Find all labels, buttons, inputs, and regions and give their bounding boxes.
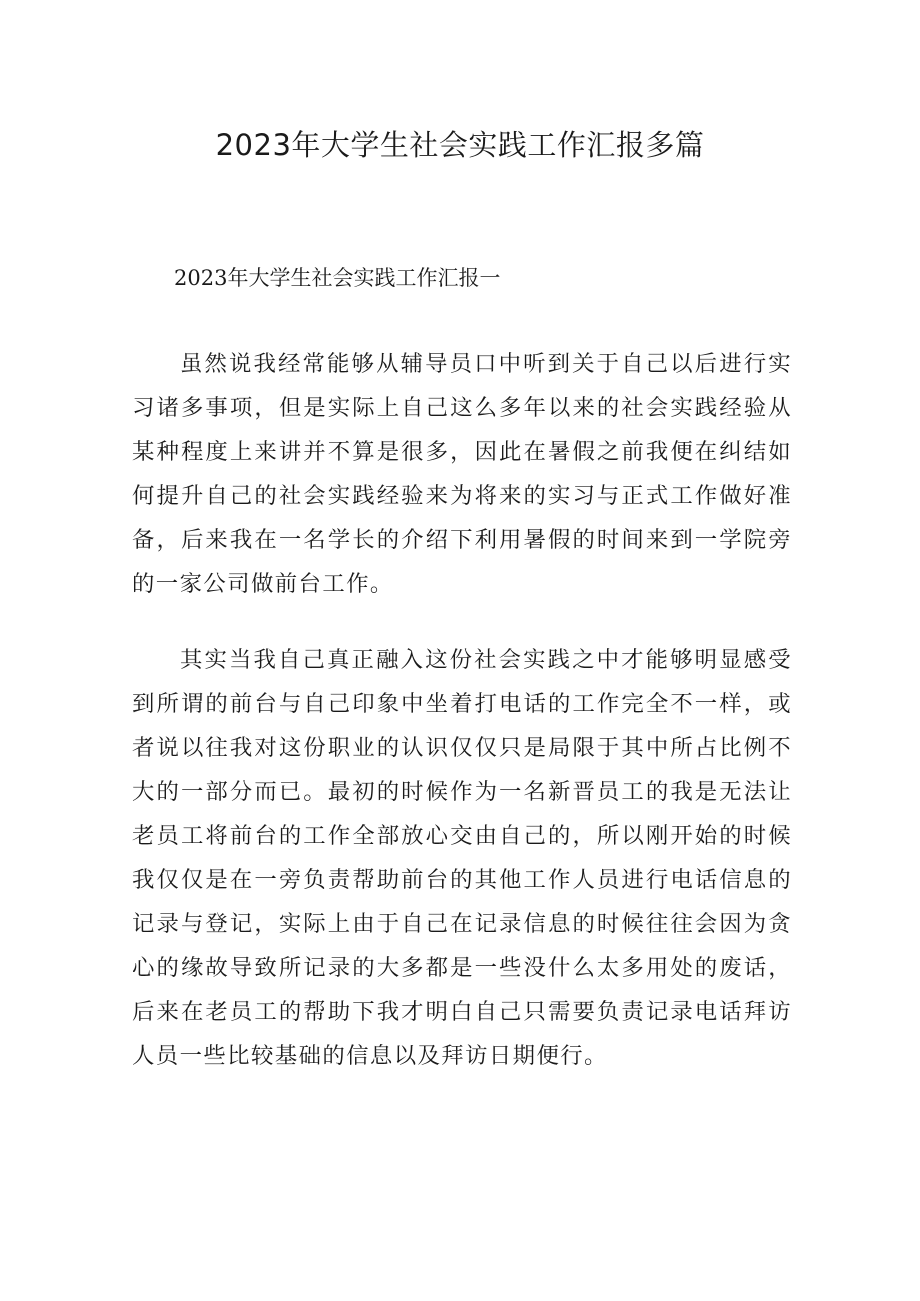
document-title: 2023年大学生社会实践工作汇报多篇 bbox=[215, 128, 705, 162]
section-heading: 2023年大学生社会实践工作汇报一 bbox=[174, 266, 501, 290]
paragraph-1: 虽然说我经常能够从辅导员口中听到关于自己以后进行实习诸多事项，但是实际上自己这么多年以来的社会实践经验从某种程度上来讲并不算是很多，因此在暑假之前我便在纠结如何提升自己的社会实践经验来为将来的实习与正式工作做好准备，后来我在一名学长的介绍下利用暑假的时间来到一学院旁的一家公司做前台工作。 bbox=[132, 351, 792, 597]
paragraph-2: 其实当我自己真正融入这份社会实践之中才能够明显感受到所谓的前台与自己印象中坐着打电话的工作完全不一样，或者说以往我对这份职业的认识仅仅只是局限于其中所占比例不大的一部分而已。最初的时候作为一名新晋员工的我是无法让老员工将前台的工作全部放心交由自己的，所以刚开始的时候我仅仅是在一旁负责帮助前台的其他工作人员进行电话信息的记录与登记，实际上由于自己在记录信息的时候往往会因为贪心的缘故导致所记录的大多都是一些没什么太多用处的废话，后来在老员工的帮助下我才明白自己只需要负责记录电话拜访人员一些比较基础的信息以及拜访日期便行。 bbox=[132, 647, 792, 1069]
